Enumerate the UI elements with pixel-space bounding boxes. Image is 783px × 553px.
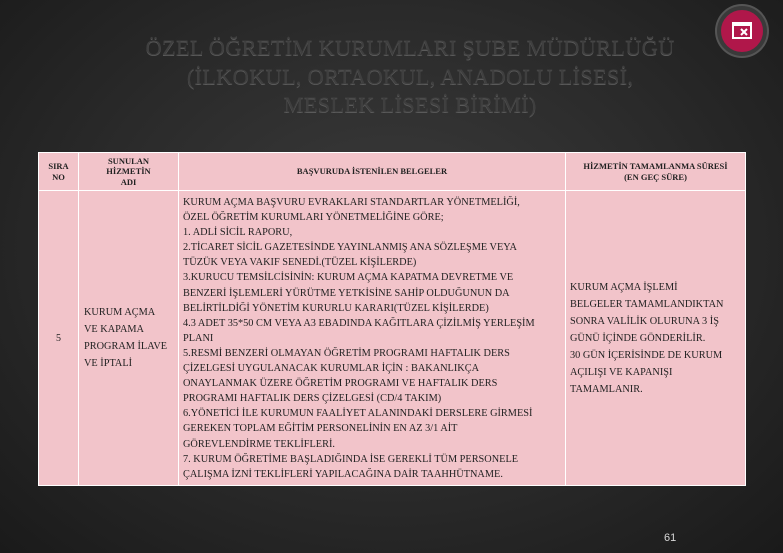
row-sira-no: 5 xyxy=(39,191,79,486)
table-header-row xyxy=(39,153,746,191)
title-line-1: ÖZEL ÖĞRETİM KURUMLARI ŞUBE MÜDÜRLÜĞÜ xyxy=(145,35,675,60)
title-line-2: (İLKOKUL, ORTAOKUL, ANADOLU LİSESİ, xyxy=(186,63,634,89)
exit-icon[interactable] xyxy=(717,6,767,56)
header-hizmet-adi: SUNULAN HİZMETİN ADI xyxy=(79,153,179,191)
page-title xyxy=(60,34,760,120)
exit-glyph-icon xyxy=(730,19,754,43)
services-table xyxy=(38,152,746,486)
page-number: 61 xyxy=(664,532,677,544)
header-sira-no: SIRA NO xyxy=(39,153,79,191)
title-line-3: MESLEK LİSESİ BİRİMİ) xyxy=(283,92,537,117)
row-sure: KURUM AÇMA İŞLEMİ BELGELER TAMAMLANDIKTAN SONRA VALİLİK OLURUNA 3 İŞ GÜNÜ İÇİNDE GÖNDERİLİR. 30 GÜN İÇERİSİNDE DE KURUM AÇILIŞI VE KAPANIŞI TAMAMLANIR. xyxy=(566,191,746,486)
header-sure: HİZMETİN TAMAMLANMA SÜRESİ (EN GEÇ SÜRE) xyxy=(566,153,746,191)
table-row xyxy=(39,191,746,486)
header-belgeler: BAŞVURUDA İSTENİLEN BELGELER xyxy=(179,153,566,191)
row-hizmet-adi: KURUM AÇMA VE KAPAMA PROGRAM İLAVE VE İPTALİ xyxy=(79,191,179,486)
row-belgeler: KURUM AÇMA BAŞVURU EVRAKLARI STANDARTLAR YÖNETMELİĞİ, ÖZEL ÖĞRETİM KURUMLARI YÖNETMELİĞİNE GÖRE; 1. ADLİ SİCİL RAPORU, 2.TİCARET SİCİL GAZETESİNDE YAYINLANMIŞ ANA SÖZLEŞME VEYA TÜZÜK VEYA VAKIF SENEDİ.(TÜZEL KİŞİLERDE) 3.KURUCU TEMSİLCİSİNİN: KURUM AÇMA KAPATMA DEVRETME VE BENZERİ İŞLEMLERİ YÜRÜTME YETKİSİNE SAHİP OLDUĞUNUN DA BELİRTİLDİĞİ YÖNETİM KURURLU KARARI(TÜZEL KİŞİLERDE) 4.3 ADET 35*50 CM VEYA A3 EBADINDA KAĞITLARA ÇİZİLMİŞ YERLEŞİM PLANI 5.RESMİ BENZERİ OLMAYAN ÖĞRETİM PROGRAMI HAFTALIK DERS ÇİZELGESİ UYGULANACAK KURUMLAR İÇİN : BAKANLIKÇA ONAYLANMAK ÜZERE ÖĞRETİM PROGRAMI VE HAFTALIK DERS PROGRAMI HAFTALIK DERS ÇİZELGESİ (CD/4 TAKIM) 6.YÖNETİCİ İLE KURUMUN FAALİYET ALANINDAKİ DERSLERE GİRMESİ GEREKEN TOPLAM EĞİTİM PERSONELİNİN EN AZ 3/1 AİT GÖREVLENDİRME TEKLİFLERİ. 7. KURUM ÖĞRETİME BAŞLADIĞINDA İSE GEREKLİ TÜM PERSONELE ÇALIŞMA İZNİ TEKLİFLERİ YAPILACAĞINA DAİR TAAHHÜTNAME. xyxy=(179,191,566,486)
